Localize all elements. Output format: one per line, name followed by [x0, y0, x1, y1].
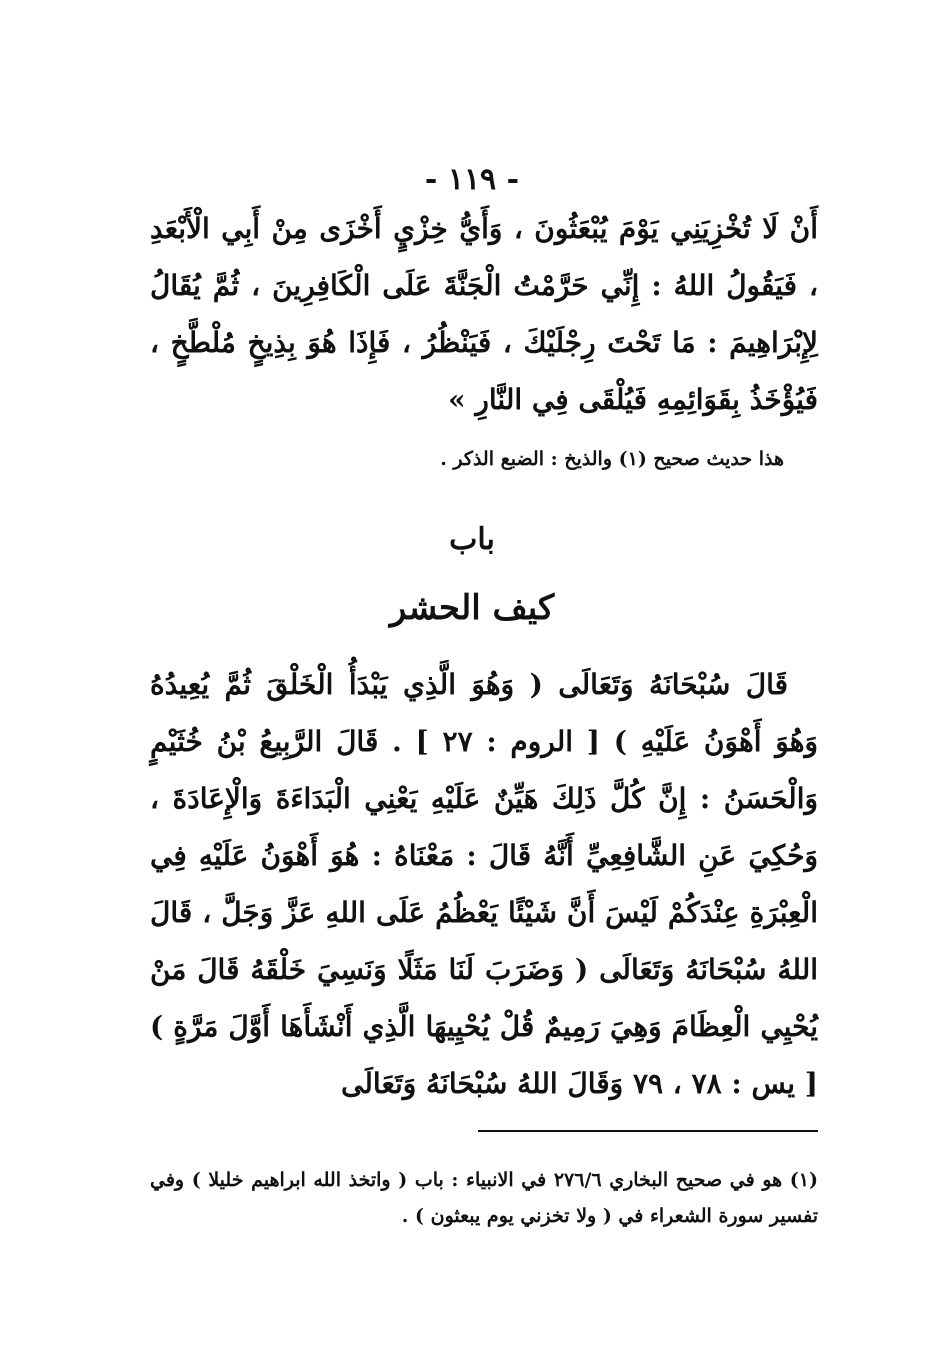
hadith-grading-note: هذا حديث صحيح (١) والذيخ : الضبع الذكر . [440, 448, 784, 470]
footnote-text: (١) هو في صحيح البخاري ٢٧٦/٦ في الانبياء : باب ( واتخذ الله ابراهيم خليلا ) وفي تفسير سورة الشعراء في ( ولا تخزني يوم يبعثون ) . [150, 1169, 818, 1227]
footnote-divider [478, 1130, 818, 1132]
page-number: - ١١٩ - [424, 162, 520, 197]
chapter-label: باب [449, 522, 495, 557]
chapter-title: كيف الحشر [389, 588, 555, 628]
continued-hadith-text: أَنْ لَا تُخْزِيَنِي يَوْمَ يُبْعَثُونَ ، وَأَيُّ خِزْيٍ أَخْزَى مِنْ أَبِي الْأَبْعَدِ ، فَيَقُولُ اللهُ : إِنِّي حَرَّمْتُ الْجَنَّةَ عَلَى الْكَافِرِينَ ، ثُمَّ يُقَالُ لِإِبْرَاهِيمَ : مَا تَحْتَ رِجْلَيْكَ ، فَيَنْظُرُ ، فَإِذَا هُوَ بِذِيخٍ مُلْطَّخٍ ، فَيُؤْخَذُ بِقَوَائِمِهِ فَيُلْقَى فِي النَّارِ » [150, 212, 818, 416]
chapter-body-text: قَالَ سُبْحَانَهُ وَتَعَالَى ( وَهُوَ الَّذِي يَبْدَأُ الْخَلْقَ ثُمَّ يُعِيدُهُ وَهُوَ أَهْوَنُ عَلَيْهِ ) [ الروم : ٢٧ ] . قَالَ الرَّبِيعُ بْنُ خُثَيْمٍ وَالْحَسَنُ : إِنَّ كُلَّ ذَلِكَ هَيِّنٌ عَلَيْهِ يَعْنِي الْبَدَاءَةَ وَالْإِعَادَةَ ، وَحُكِيَ عَنِ الشَّافِعِيِّ أَنَّهُ قَالَ : مَعْنَاهُ : هُوَ أَهْوَنُ عَلَيْهِ فِي الْعِبْرَةِ عِنْدَكُمْ لَيْسَ أَنَّ شَيْئًا يَعْظُمُ عَلَى اللهِ عَزَّ وَجَلَّ ، قَالَ اللهُ سُبْحَانَهُ وَتَعَالَى ( وَضَرَبَ لَنَا مَثَلًا وَنَسِيَ خَلْقَهُ قَالَ مَنْ يُحْيِي الْعِظَامَ وَهِيَ رَمِيمٌ قُلْ يُحْيِيهَا الَّذِي أَنْشَأَهَا أَوَّلَ مَرَّةٍ ) [ يس : ٧٨ ، ٧٩ وَقَالَ اللهُ سُبْحَانَهُ وَتَعَالَى [150, 668, 818, 1100]
